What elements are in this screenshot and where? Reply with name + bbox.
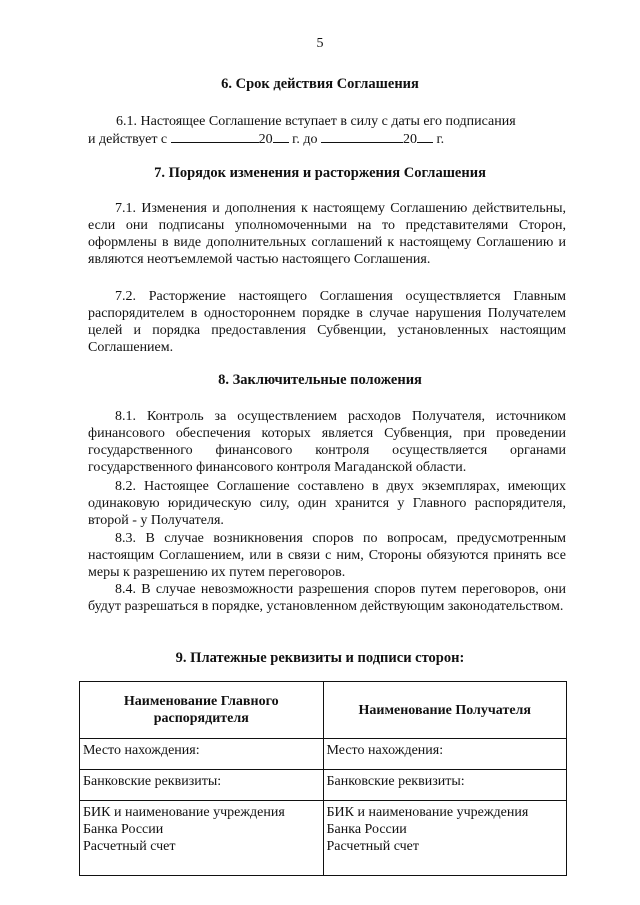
section-7-heading: 7. Порядок изменения и расторжения Соглашения bbox=[154, 165, 486, 181]
distributor-bik-cell bbox=[80, 801, 324, 876]
account-label: Расчетный счет bbox=[326, 839, 420, 854]
recipient-location: Место нахождения: bbox=[323, 739, 567, 770]
clause-6-1-from: и действует с bbox=[88, 132, 168, 147]
clause-7-2: 7.2. Расторжение настоящего Соглашения осуществляется Главным распорядителем в одностороннем порядке в случае нарушения Получателем целей и порядка предоставления Субвенции, установленных настоящим Соглашением. bbox=[88, 289, 566, 355]
clause-8-1: 8.1. Контроль за осуществлением расходов Получателя, источником финансового обеспечения которых является Субвенция, при проведении государственного финансового контроля осуществляется органами государственного финансового контроля Магаданской области. bbox=[88, 409, 566, 475]
section-6-heading: 6. Срок действия Соглашения bbox=[221, 76, 419, 92]
start-date-blank bbox=[171, 130, 259, 143]
bank-russia-label: Банка России bbox=[326, 822, 407, 837]
end-suffix: г. bbox=[436, 132, 445, 147]
clause-8-4: 8.4. В случае невозможности разрешения споров путем переговоров, они будут разрешаться в порядке, установленном действующим законодательством. bbox=[88, 582, 566, 614]
end-year-prefix: 20 bbox=[402, 132, 417, 147]
start-year-prefix: 20 bbox=[258, 132, 273, 147]
table-row bbox=[80, 770, 567, 801]
clause-8-2: 8.2. Настоящее Соглашение составлено в двух экземплярах, имеющих одинаковую юридическую силу, один хранится у Главного распорядителя, второй - у Получателя. bbox=[88, 479, 566, 528]
section-6-paragraph bbox=[88, 113, 566, 148]
end-year-blank bbox=[417, 130, 433, 143]
clause-7-1: 7.1. Изменения и дополнения к настоящему Соглашению действительны, если они подписаны уполномоченными на то представителями Сторон, оформлены в виде дополнительных соглашений к настоящему Соглашению и являются неотъемлемой частью настоящего Соглашения. bbox=[88, 201, 566, 267]
bik-label: БИК и наименование учреждения bbox=[326, 805, 529, 820]
table-row bbox=[80, 801, 567, 876]
start-year-blank bbox=[273, 130, 289, 143]
account-label: Расчетный счет bbox=[83, 839, 176, 854]
recipient-bank-details: Банковские реквизиты: bbox=[323, 770, 567, 801]
requisites-table bbox=[79, 681, 567, 876]
recipient-bik-cell bbox=[323, 801, 567, 876]
clause-6-1-line1: 6.1. Настоящее Соглашение вступает в силу с даты его подписания bbox=[116, 114, 516, 129]
distributor-bank-details: Банковские реквизиты: bbox=[80, 770, 324, 801]
until-text: г. до bbox=[292, 132, 318, 147]
table-header-row bbox=[80, 682, 567, 739]
end-date-blank bbox=[321, 130, 403, 143]
bik-label: БИК и наименование учреждения bbox=[83, 805, 285, 820]
clause-6-1-line2 bbox=[88, 130, 566, 148]
header-main-distributor: Наименование Главного распорядителя bbox=[80, 682, 324, 739]
table-row bbox=[80, 739, 567, 770]
bank-russia-label: Банка России bbox=[83, 822, 164, 837]
distributor-location: Место нахождения: bbox=[80, 739, 324, 770]
header-recipient: Наименование Получателя bbox=[323, 682, 567, 739]
section-9-heading: 9. Платежные реквизиты и подписи сторон: bbox=[175, 650, 465, 666]
clause-8-3: 8.3. В случае возникновения споров по вопросам, предусмотренным настоящим Соглашением, или в связи с ним, Стороны обязуются принять все меры к разрешению их путем переговоров. bbox=[88, 531, 566, 580]
section-8-heading: 8. Заключительные положения bbox=[218, 372, 422, 388]
page-number: 5 bbox=[316, 36, 324, 51]
